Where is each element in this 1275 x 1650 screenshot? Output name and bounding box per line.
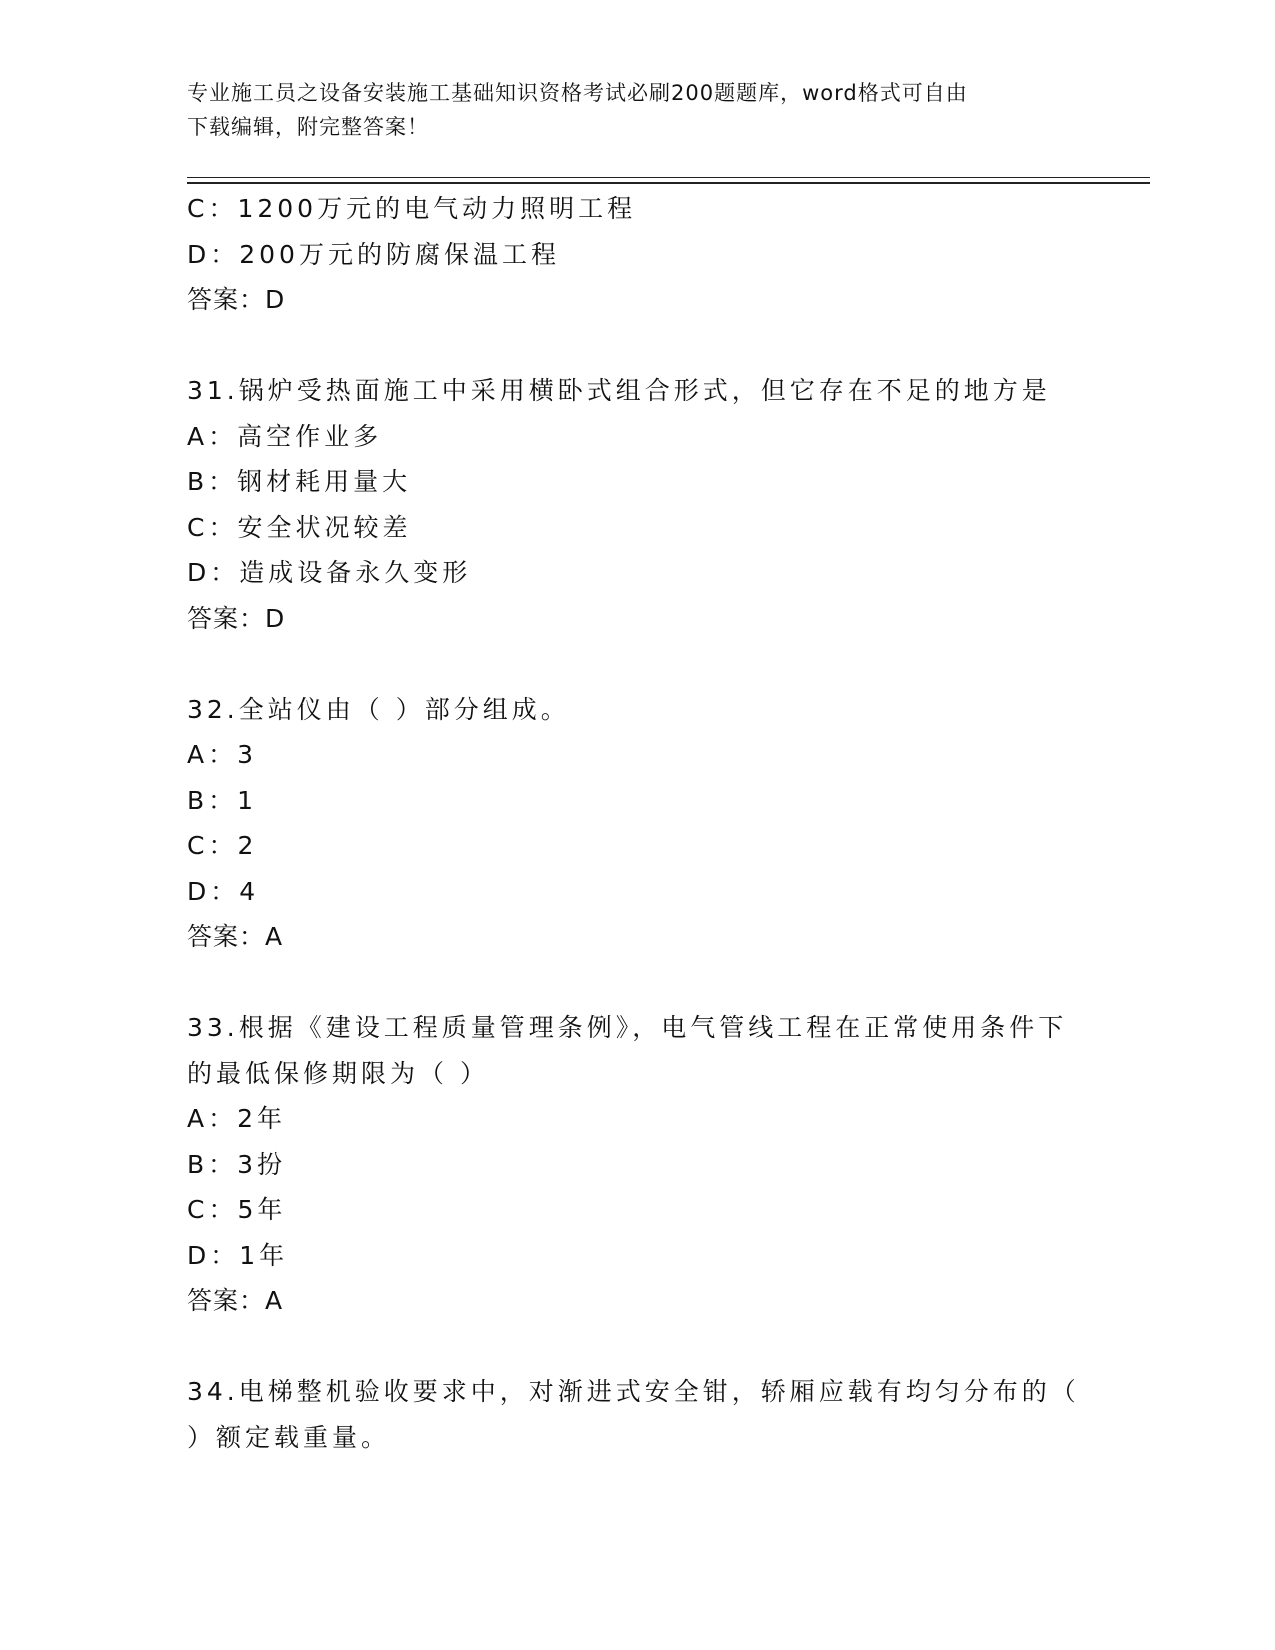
question-stem: 32.全站仪由（ ）部分组成。 xyxy=(187,694,570,724)
option-d: D：造成设备永久变形 xyxy=(187,558,472,587)
answer-line: 答案：A xyxy=(187,1286,284,1315)
document-header xyxy=(187,76,1087,144)
option-c: C：1200万元的电气动力照明工程 xyxy=(187,194,637,223)
question-32 xyxy=(187,687,1087,960)
option-a: A：3 xyxy=(187,740,258,769)
question-stem-line-1: 33.根据《建设工程质量管理条例》，电气管线工程在正常使用条件下 xyxy=(187,1013,1068,1042)
option-c: C：5年 xyxy=(187,1195,287,1224)
option-b: B：1 xyxy=(187,785,258,815)
answer-line: 答案：D xyxy=(187,285,286,314)
question-stem-line-1: 34.电梯整机验收要求中，对渐进式安全钳，轿厢应载有均匀分布的（ xyxy=(187,1377,1080,1406)
option-c: C：2 xyxy=(187,831,258,860)
option-b: B：3扮 xyxy=(187,1149,287,1179)
spacer xyxy=(187,1324,1087,1370)
question-stem-line-2: ）额定载重量。 xyxy=(187,1422,391,1452)
spacer xyxy=(187,323,1087,369)
option-a: A：2年 xyxy=(187,1104,287,1133)
spacer xyxy=(187,641,1087,687)
option-c: C：安全状况较差 xyxy=(187,512,412,542)
question-stem: 31.锅炉受热面施工中采用横卧式组合形式，但它存在不足的地方是 xyxy=(187,376,1051,405)
question-stem-line-2: 的最低保修期限为（ ） xyxy=(187,1058,489,1088)
header-divider-thick xyxy=(187,182,1150,184)
option-b: B：钢材耗用量大 xyxy=(187,467,412,496)
question-33 xyxy=(187,1005,1087,1324)
option-a: A：高空作业多 xyxy=(187,421,383,451)
question-34 xyxy=(187,1369,1087,1460)
answer-line: 答案：D xyxy=(187,603,286,633)
spacer xyxy=(187,960,1087,1006)
option-d: D：1年 xyxy=(187,1240,289,1270)
header-line-1: 专业施工员之设备安装施工基础知识资格考试必刷200题题库，word格式可自由 xyxy=(187,81,968,105)
header-line-2: 下载编辑，附完整答案！ xyxy=(187,115,429,139)
header-divider-thin xyxy=(187,177,1150,178)
option-d: D：200万元的防腐保温工程 xyxy=(187,239,560,269)
answer-line: 答案：A xyxy=(187,922,284,951)
option-d: D：4 xyxy=(187,876,260,906)
question-list xyxy=(187,186,1087,1460)
question-31 xyxy=(187,368,1087,641)
